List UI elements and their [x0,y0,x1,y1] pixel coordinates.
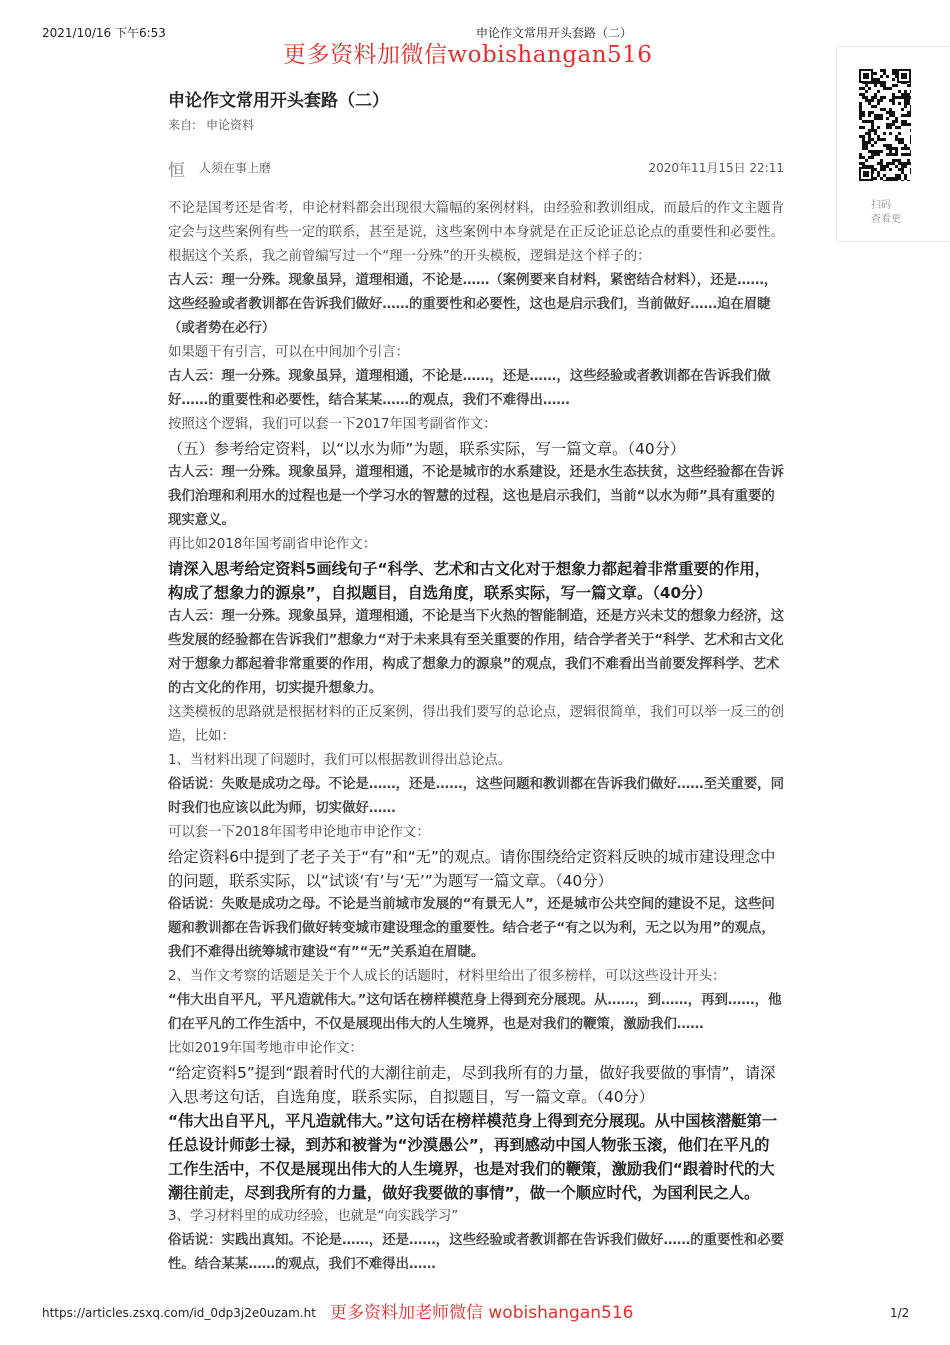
paragraph: 1、当材料出现了问题时，我们可以根据教训得出总论点。 [168,753,512,768]
article-title: 申论作文常用开头套路（二） [168,91,389,111]
paragraph: “给定资料5”提到“跟着时代的大潮往前走，尽到我所有的力量，做好我要做的事情”，请深入思考这句话，自选角度，联系实际，自拟题目，写一篇文章。（40分） [168,1064,776,1106]
qr-caption-line1: 扫码 [871,200,891,211]
paragraph: “伟大出自平凡，平凡造就伟大。”这句话在榜样模范身上得到充分展现。从中国核潜艇第一任总设计师彭士禄，到苏和被誉为“沙漠愚公”，再到感动中国人物张玉滚，他们在平凡的工作生活中，不仅是展现出伟大的人生境界，也是对我们的鞭策，激励我们“跟着时代的大潮往前走，尽到我所有的力量，做好我要做的事情”，做一个顺应时代，为国利民之人。 [168,1112,778,1202]
source-link[interactable]: 申论资料 [206,118,255,132]
paragraph: 这类模板的思路就是根据材料的正反案例，得出我们要写的总论点，逻辑很简单，我们可以举一反三的创造，比如： [168,705,784,744]
watermark-bottom: 更多资料加老师微信 wobishangan516 [330,1303,634,1323]
article-body [168,197,784,1277]
paragraph: 比如2019年国考地市申论作文： [168,1041,363,1056]
paragraph: 古人云：理一分殊。现象虽异，道理相通，不论是……（案例要来自材料，紧密结合材料），还是……，这些经验或者教训都在告诉我们做好……的重要性和必要性，这也是启示我们，当前做好……迫在眉睫（或者势在必行） [168,273,778,336]
paragraph: 古人云：理一分殊。现象虽异，道理相通，不论是当下火热的智能制造，还是方兴未艾的想象力经济，这些发展的经验都在告诉我们”想象力“对于未来具有至关重要的作用，结合学者关于“科学、艺术和古文化对于想象力都起着非常重要的作用，构成了想象力的源泉”的观点，我们不难看出当前要发挥科学、艺术的古文化的作用，切实提升想象力。 [168,609,784,696]
paragraph: 给定资料6中提到了老子关于“有”和“无”的观点。请你围绕给定资料反映的城市建设理念中的问题，联系实际，以“试谈‘有’与‘无’”为题写一篇文章。（40分） [168,848,776,890]
paragraph: 可以套一下2018年国考申论地市申论作文： [168,825,430,840]
paragraph: 不论是国考还是省考，申论材料都会出现很大篇幅的案例材料，由经验和教训组成，而最后的作文主题肯定会与这些案例有些一定的联系，甚至是说，这些案例中本身就是在正反论证总论点的重要性和必要性。根据这个关系，我之前曾编写过一个“理一分殊”的开头模板，逻辑是这个样子的： [168,201,784,264]
source-label: 来自: [168,118,197,132]
paragraph: 俗话说：失败是成功之母。不论是……，还是……，这些问题和教训都在告诉我们做好……至关重要，同时我们也应该以此为师，切实做好…… [168,777,784,816]
author-name[interactable]: 人须在事上磨 [199,161,272,175]
watermark-top: 更多资料加微信wobishangan516 [283,42,653,68]
paragraph: 按照这个逻辑，我们可以套一下2017年国考副省作文： [168,417,497,432]
print-doc-title: 申论作文常用开头套路（二） [476,26,633,40]
print-url: https://articles.zsxq.com/id_0dp3j2e0uzam.ht [42,1306,316,1320]
paragraph: （五）参考给定资料，以“以水为师”为题，联系实际，写一篇文章。（40分） [168,440,686,458]
paragraph: “伟大出自平凡，平凡造就伟大。”这句话在榜样模范身上得到充分展现。从……，到……，再到……，他们在平凡的工作生活中，不仅是展现出伟大的人生境界，也是对我们的鞭策，激励我们…… [168,993,782,1032]
paragraph: 请深入思考给定资料5画线句子“科学、艺术和古文化对于想象力都起着非常重要的作用，构成了想象力的源泉”，自拟题目，自选角度，联系实际，写一篇文章。（40分） [168,560,770,602]
paragraph: 再比如2018年国考副省申论作文： [168,537,377,552]
paragraph: 俗话说：实践出真知。不论是……，还是……，这些经验或者教训都在告诉我们做好……的重要性和必要性。结合某某……的观点，我们不难得出…… [168,1233,784,1272]
author-avatar-icon[interactable]: 恒 [168,161,185,181]
page-number: 1/2 [890,1306,910,1320]
qr-panel[interactable] [836,46,950,242]
publish-date: 2020年11月15日 22:11 [648,161,784,175]
article-source [168,116,264,133]
print-datetime: 2021/10/16 下午6:53 [42,26,166,40]
paragraph: 3、学习材料里的成功经验，也就是“向实践学习” [168,1209,459,1224]
qr-caption-line2: 查看更 [871,214,901,225]
paragraph: 古人云：理一分殊。现象虽异，道理相通，不论是……，还是……，这些经验或者教训都在告诉我们做好……的重要性和必要性，结合某某……的观点，我们不难得出…… [168,369,771,408]
paragraph: 俗话说：失败是成功之母。不论是当前城市发展的“有景无人”，还是城市公共空间的建设不足，这些问题和教训都在告诉我们做好转变城市建设理念的重要性。结合老子“有之以为利，无之以为用”的观点，我们不难得出统筹城市建设“有”“无”关系迫在眉睫。 [168,897,775,960]
paragraph: 2、当作文考察的话题是关于个人成长的话题时，材料里给出了很多榜样，可以这些设计开头： [168,969,726,984]
qr-caption [837,199,950,227]
paragraph: 如果题干有引言，可以在中间加个引言： [168,345,410,360]
qr-code-icon [859,69,911,181]
paragraph: 古人云：理一分殊。现象虽异，道理相通，不论是城市的水系建设，还是水生态扶贫，这些经验都在告诉我们治理和利用水的过程也是一个学习水的智慧的过程，这也是启示我们，当前“以水为师”具有重要的现实意义。 [168,465,784,528]
